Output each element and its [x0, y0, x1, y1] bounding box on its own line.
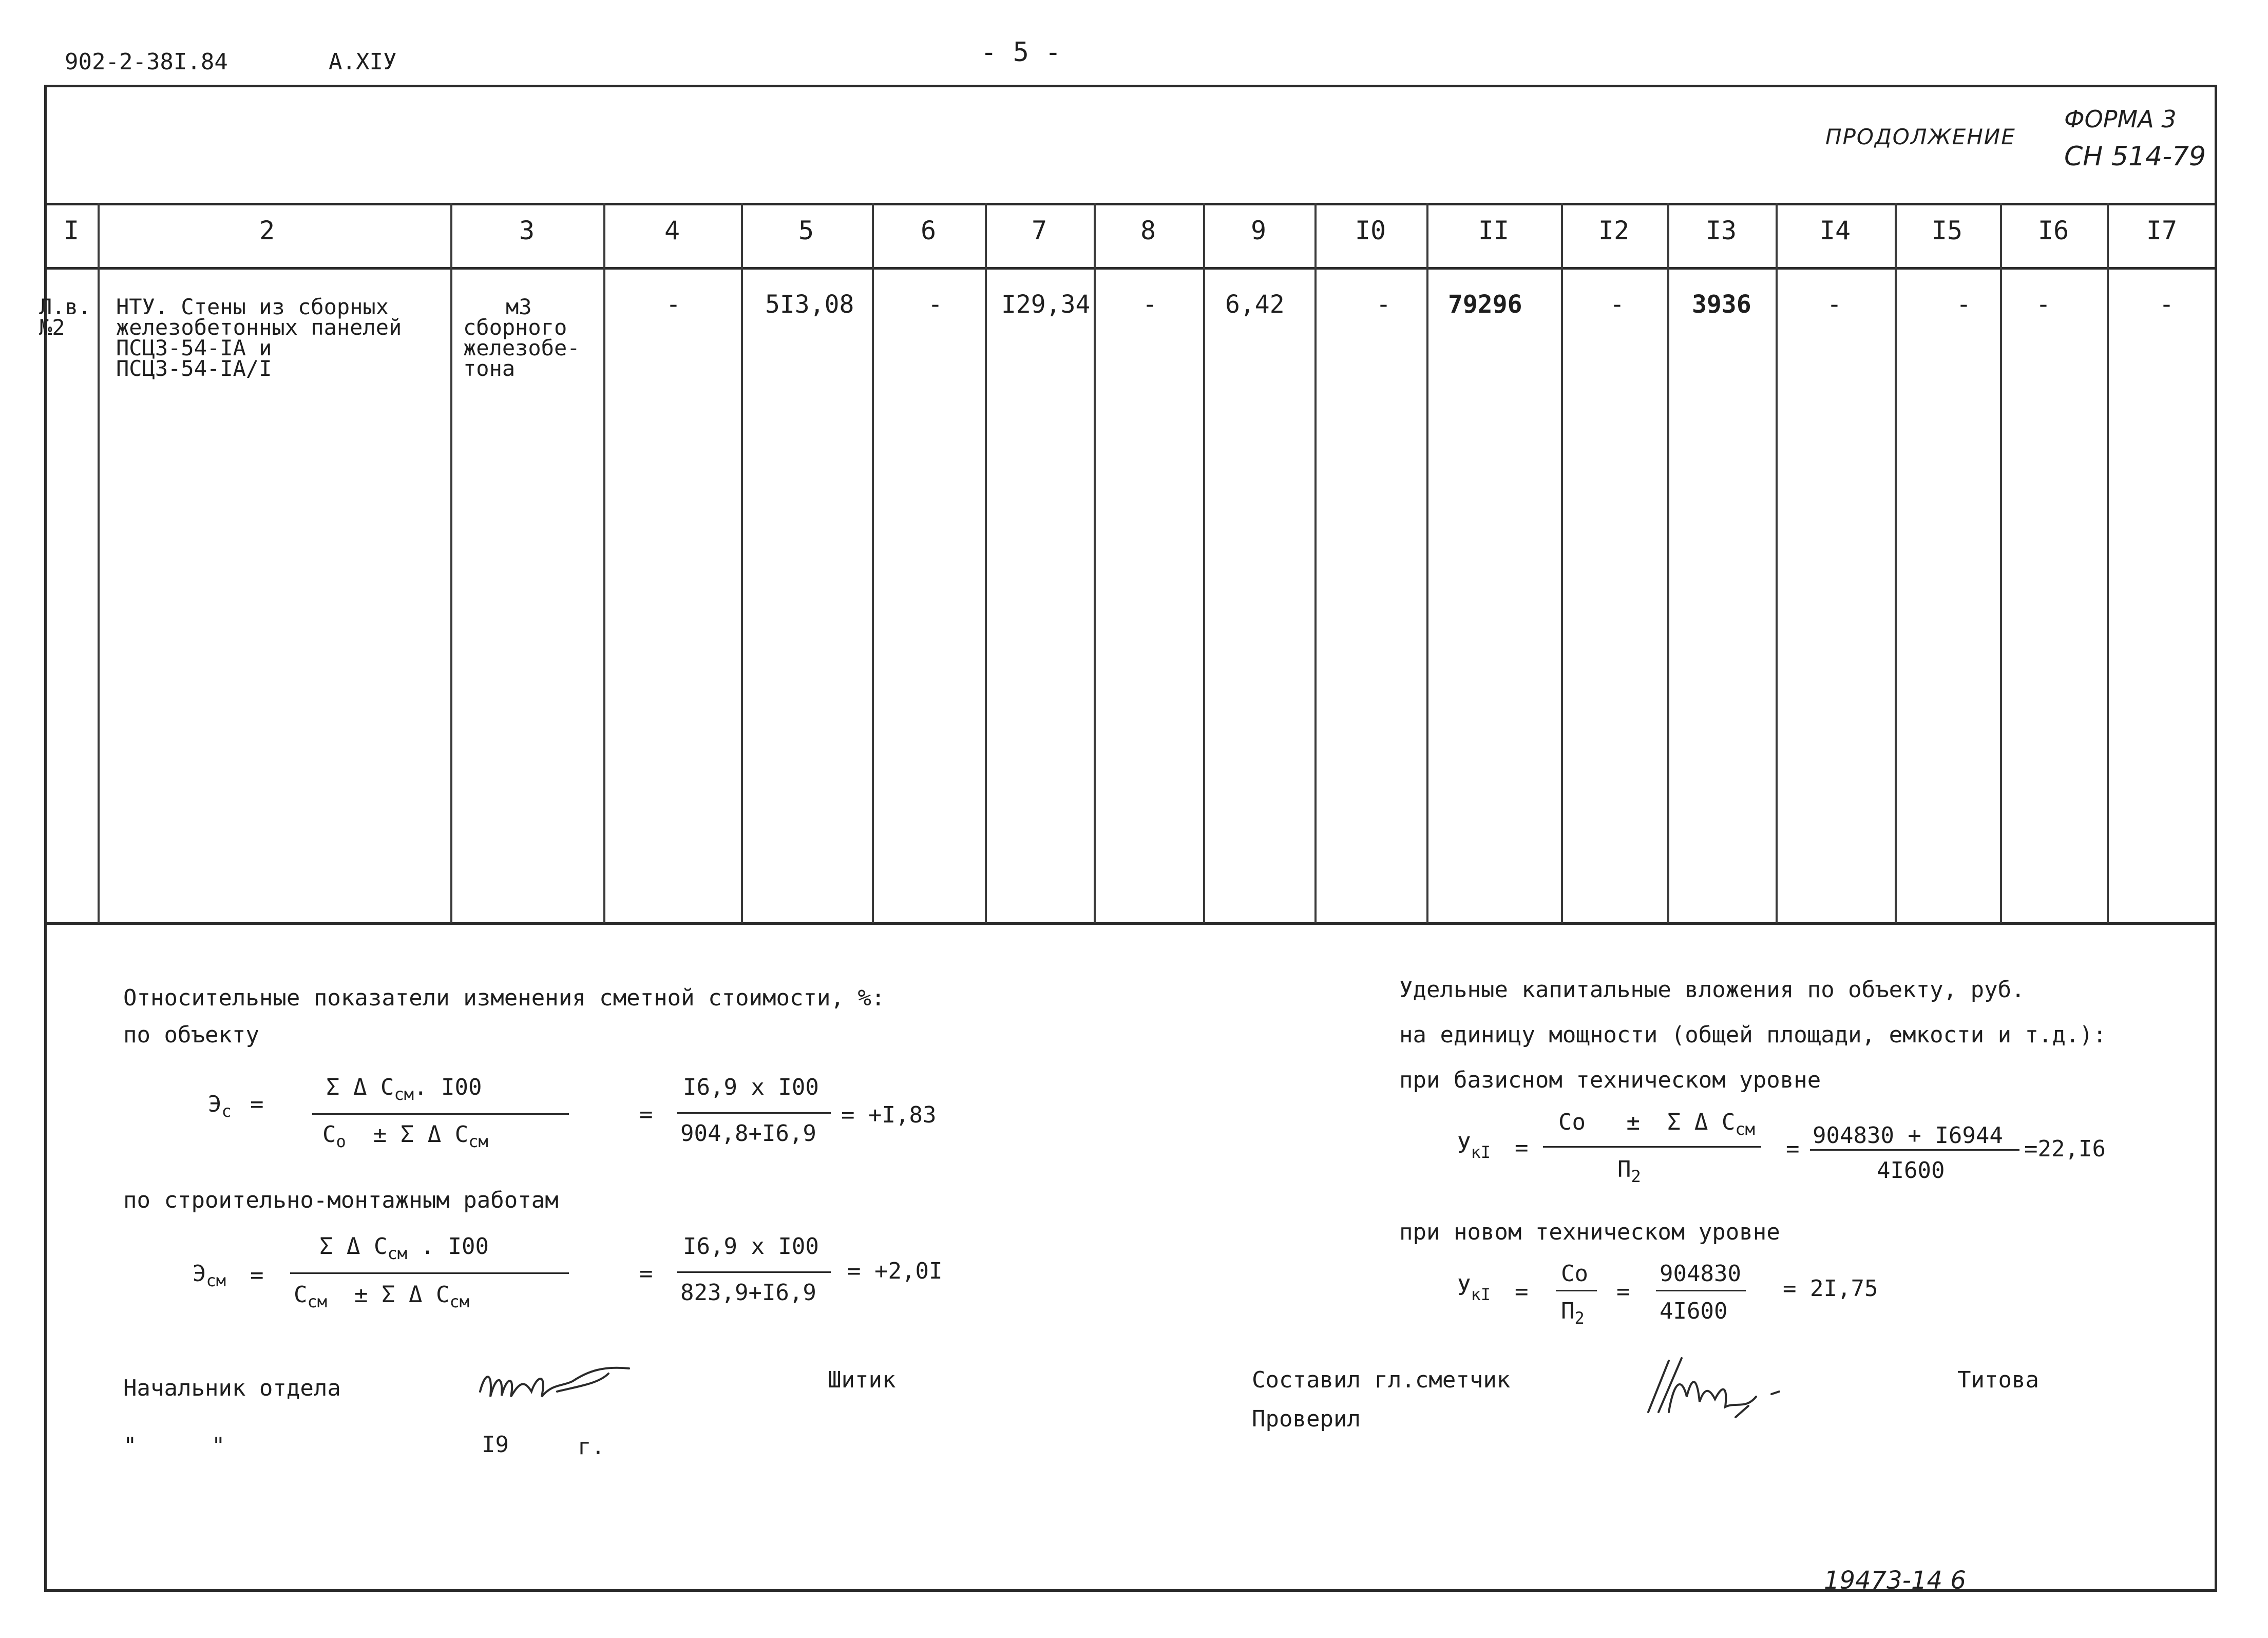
- formula-1-numerator: Σ Δ $C_{см}$. I00: [326, 1074, 482, 1104]
- by-object-label: по объекту: [123, 1022, 259, 1048]
- formula-4-eval-numerator: 904830: [1660, 1261, 1741, 1287]
- form-norm: СН 514-79: [2064, 141, 2206, 172]
- cell-col-7: I29,34: [1001, 290, 1091, 319]
- col-divider: [1667, 203, 1669, 923]
- cell-col-16: -: [2036, 290, 2051, 319]
- row-name-line: НТУ. Стены из сборных: [116, 294, 389, 319]
- formula-4-lhs: $У_{кI}$: [1457, 1274, 1491, 1304]
- compiler-name: Титова: [1957, 1367, 2039, 1393]
- cell-col-12: -: [1610, 290, 1625, 319]
- cell-col-4: -: [666, 290, 681, 319]
- date-quote-open: ": [123, 1433, 137, 1459]
- column-number: 8: [1140, 216, 1156, 245]
- cell-col-11: 79296: [1448, 290, 1522, 319]
- cell-col-15: -: [1956, 290, 1971, 319]
- formula-4-result: = 2I,75: [1783, 1275, 1878, 1302]
- basic-level-label: при базисном техническом уровне: [1399, 1067, 1821, 1093]
- document-number: 902-2-38I.84: [65, 49, 228, 75]
- formula-2-equals-2: =: [639, 1261, 653, 1287]
- formula-3-fraction-bar: [1543, 1146, 1761, 1148]
- formula-1-equals: =: [250, 1091, 264, 1117]
- form-label: ФОРМА 3: [2064, 105, 2177, 133]
- formula-3-denominator: $П_2$: [1617, 1156, 1641, 1186]
- column-number: I3: [1705, 216, 1737, 245]
- signature-head: [475, 1356, 650, 1412]
- formula-2-lhs: $Э_{см}$: [193, 1261, 226, 1290]
- formula-4-eval-bar: [1656, 1290, 1746, 1291]
- cell-col-6: -: [928, 290, 943, 319]
- column-number: 3: [519, 216, 535, 245]
- column-number: I0: [1355, 216, 1386, 245]
- formula-4-numerator: Co: [1561, 1261, 1588, 1287]
- cell-col-14: -: [1827, 290, 1842, 319]
- column-number: 6: [920, 216, 937, 245]
- relative-indicators-heading: Относительные показатели изменения сметной стоимости, %:: [123, 985, 885, 1011]
- formula-2-denominator: $C_{см} \pm \Sigma$ Δ $C_{см}$: [294, 1282, 469, 1311]
- col-divider: [2000, 203, 2002, 923]
- row-name-line: ПСЦ3-54-IА/I: [116, 356, 272, 381]
- page-number: - 5 -: [981, 37, 1061, 68]
- formula-1-fraction-bar: [312, 1113, 569, 1115]
- column-number: I6: [2037, 216, 2069, 245]
- formula-2-numerator: Σ Δ $C_{см}$ . I00: [319, 1233, 489, 1263]
- new-level-label: при новом техническом уровне: [1399, 1219, 1780, 1245]
- formula-2-eval-denominator: 823,9+I6,9: [680, 1280, 816, 1306]
- cell-col-17: -: [2159, 290, 2174, 319]
- col-divider: [98, 203, 100, 923]
- row-unit-line: сборного: [463, 315, 567, 340]
- table-header-rule: [45, 267, 2217, 270]
- formula-3-eval-denominator: 4I600: [1877, 1157, 1945, 1184]
- col-divider: [1314, 203, 1317, 923]
- column-number: I5: [1931, 216, 1963, 245]
- table-top-rule: [45, 203, 2217, 205]
- col-divider: [1426, 203, 1428, 923]
- row-name-line: ПСЦ3-54-IА и: [116, 335, 272, 360]
- formula-1-eval-bar: [677, 1112, 831, 1114]
- cell-col-5: 5I3,08: [765, 290, 854, 319]
- formula-1-lhs: $Э_с$: [208, 1091, 232, 1121]
- col-divider: [1895, 203, 1897, 923]
- row-ref-line: Л.в.: [39, 294, 91, 319]
- cell-col-13: 3936: [1692, 290, 1751, 319]
- row-unit-line: м3: [506, 294, 532, 319]
- col-divider: [603, 203, 605, 923]
- date-year-suffix: г.: [578, 1434, 605, 1460]
- column-number: 5: [798, 216, 814, 245]
- formula-4-equals-2: =: [1616, 1279, 1630, 1305]
- continuation-label: ПРОДОЛЖЕНИЕ: [1825, 124, 2016, 149]
- formula-4-eval-denominator: 4I600: [1660, 1298, 1728, 1324]
- formula-2-eval-bar: [677, 1271, 831, 1273]
- album-label: А.XIУ: [329, 49, 397, 75]
- formula-1-eval-numerator: I6,9 x I00: [683, 1074, 819, 1100]
- formula-1-denominator: $C_о \pm \Sigma$ Δ $C_{см}$: [322, 1121, 488, 1151]
- signature-compiler: [1638, 1345, 1823, 1427]
- formula-4-denominator: $П_2$: [1561, 1298, 1585, 1328]
- formula-3-equals-2: =: [1786, 1136, 1800, 1162]
- col-divider: [1776, 203, 1778, 923]
- formula-3-eval-numerator: 904830 + I6944: [1813, 1122, 2003, 1149]
- compiled-by-label: Составил гл.сметчик: [1252, 1367, 1511, 1393]
- column-number: I7: [2146, 216, 2178, 245]
- row-name-line: железобетонных панелей: [116, 315, 402, 340]
- formula-3-numerator: Co ± Σ Δ $C_{см}$: [1558, 1109, 1755, 1139]
- column-number: II: [1478, 216, 1510, 245]
- column-number: I4: [1819, 216, 1851, 245]
- formula-3-result: =22,I6: [2024, 1136, 2106, 1162]
- formula-2-eval-numerator: I6,9 x I00: [683, 1233, 819, 1260]
- head-of-department-label: Начальник отдела: [123, 1375, 341, 1401]
- formula-3-equals: =: [1515, 1135, 1529, 1161]
- checked-by-label: Проверил: [1252, 1406, 1361, 1432]
- formula-2-result: = +2,0I: [847, 1258, 943, 1284]
- col-divider: [2107, 203, 2109, 923]
- formula-4-equals: =: [1515, 1279, 1529, 1305]
- formula-1-equals-2: =: [639, 1101, 653, 1128]
- column-number: 9: [1250, 216, 1267, 245]
- by-smr-label: по строительно-монтажным работам: [123, 1187, 559, 1213]
- formula-3-eval-bar: [1810, 1149, 2019, 1151]
- cell-col-8: -: [1142, 290, 1157, 319]
- formula-2-fraction-bar: [290, 1272, 569, 1274]
- column-number: 2: [259, 216, 275, 245]
- column-number: 7: [1031, 216, 1047, 245]
- formula-3-lhs: $У_{кI}$: [1457, 1132, 1491, 1162]
- column-number: 4: [664, 216, 680, 245]
- row-unit-line: железобе-: [463, 335, 580, 360]
- col-divider: [1561, 203, 1563, 923]
- date-quote-close: ": [212, 1433, 225, 1459]
- col-divider: [741, 203, 743, 923]
- table-bottom-rule: [45, 922, 2217, 925]
- column-number: I: [63, 216, 80, 245]
- archive-number: 19473-14 6: [1824, 1566, 1966, 1595]
- cell-col-10: -: [1376, 290, 1391, 319]
- capital-investment-line1: Удельные капитальные вложения по объекту, руб.: [1399, 977, 2025, 1003]
- date-year: I9: [482, 1432, 509, 1458]
- capital-investment-line2: на единицу мощности (общей площади, емкости и т.д.):: [1399, 1022, 2107, 1048]
- col-divider: [1203, 203, 1205, 923]
- formula-2-equals: =: [250, 1262, 264, 1288]
- row-unit-line: тона: [463, 356, 516, 381]
- column-number: I2: [1598, 216, 1630, 245]
- formula-1-result: = +I,83: [841, 1102, 937, 1128]
- col-divider: [985, 203, 987, 923]
- formula-4-fraction-bar: [1556, 1290, 1597, 1291]
- col-divider: [450, 203, 452, 923]
- cell-col-9: 6,42: [1225, 290, 1285, 319]
- row-ref-line: №2: [39, 315, 65, 340]
- col-divider: [872, 203, 874, 923]
- col-divider: [1094, 203, 1096, 923]
- formula-1-eval-denominator: 904,8+I6,9: [680, 1120, 816, 1147]
- head-name: Шитик: [828, 1367, 896, 1393]
